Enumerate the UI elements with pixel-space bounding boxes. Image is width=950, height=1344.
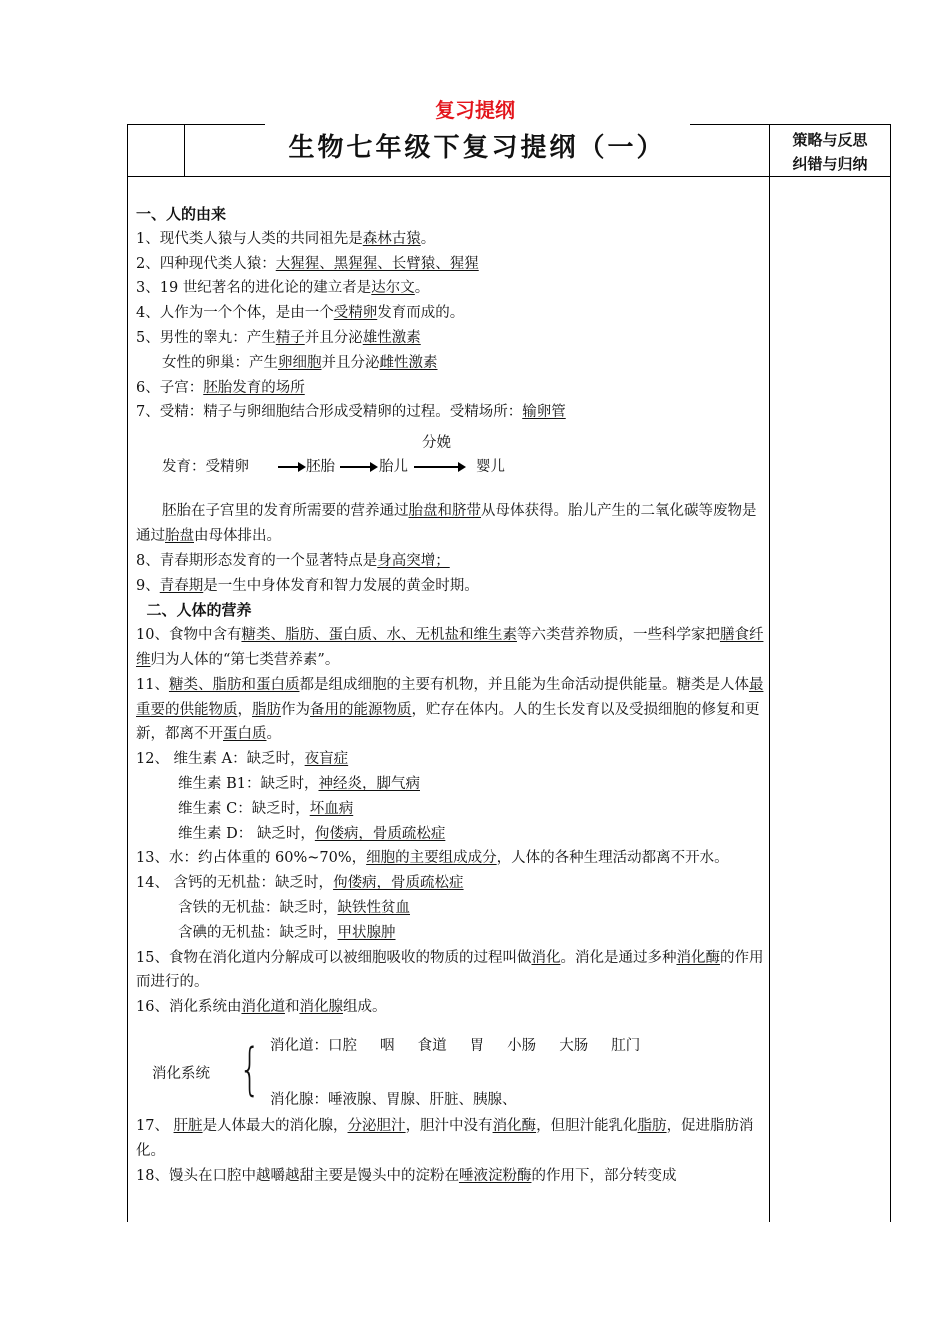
- item-18: 18、馒头在口腔中越嚼越甜主要是馒头中的淀粉在唾液淀粉酶的作用下，部分转变成: [136, 1167, 677, 1184]
- item-6: 6、子宫：胚胎发育的场所: [136, 379, 305, 396]
- column-divider: [769, 124, 770, 1222]
- side-column-heading: [771, 128, 889, 176]
- digestive-tract-row: 消化道：口腔 咽 食道 胃 小肠 大肠 肛门: [270, 1037, 641, 1054]
- item-14-iron: 含铁的无机盐：缺乏时，缺铁性贫血: [178, 899, 410, 916]
- item-12-vitamin-c: 维生素 C：缺乏时，坏血病: [178, 800, 354, 817]
- item-8: 8、青春期形态发育的一个显著特点是身高突增；: [136, 552, 450, 569]
- flow-arrow-2: [340, 466, 376, 468]
- item-3: 3、19 世纪著名的进化论的建立者是达尔文。: [136, 280, 430, 297]
- flow-baby: 婴儿: [476, 459, 505, 476]
- flow-zygote-label: 发育：受精卵: [162, 459, 249, 476]
- flow-embryo: 胚胎: [306, 459, 335, 476]
- item-13: 13、水：约占体重的 60%~70%，细胞的主要组成成分，人体的各种生理活动都离不开水。: [136, 850, 729, 867]
- item-11: 11、糖类、脂肪和蛋白质都是组成细胞的主要有机物，并且能为生命活动提供能量。糖类是人体最重要的供能物质，脂肪作为备用的能源物质，贮存在体内。人的生长发育以及受损细胞的修复和更新，都离不开蛋白质。: [136, 676, 764, 743]
- item-15: 15、食物在消化道内分解成可以被细胞吸收的物质的过程叫做消化。消化是通过多种消化酶的作用而进行的。: [136, 949, 764, 991]
- item-17: 17、 肝脏是人体最大的消化腺，分泌胆汁，胆汁中没有消化酶，但胆汁能乳化脂肪，促进脂肪消化。: [136, 1117, 754, 1159]
- flow-birth-label: 分娩: [422, 435, 451, 452]
- side-heading-line1: 策略与反思: [792, 131, 868, 149]
- item-14-iodine: 含碘的无机盐：缺乏时，甲状腺肿: [178, 924, 396, 941]
- item-12-vitamin-a: 12、 维生素 A：缺乏时，夜盲症: [136, 751, 349, 768]
- flow-arrow-3: [414, 466, 464, 468]
- item-12-vitamin-d: 维生素 D： 缺乏时，佝偻病，骨质疏松症: [178, 825, 446, 842]
- table-right-border: [890, 124, 891, 1222]
- section-heading-2: 二、人体的营养: [146, 601, 252, 620]
- table-top-border-right: [690, 124, 891, 125]
- header-bottom-border: [127, 176, 891, 177]
- development-flow-diagram: [136, 431, 764, 485]
- placenta-paragraph: 胚胎在子宫里的发育所需要的营养通过胎盘和脐带从母体获得。胎儿产生的二氧化碳等废物是通过胎盘由母体排出。: [136, 503, 757, 544]
- flow-fetus: 胎儿: [379, 459, 408, 476]
- digestive-system-diagram: [136, 1034, 764, 1114]
- item-5-male: 5、男性的睾丸：产生精子并且分泌雄性激素: [136, 329, 421, 346]
- brace-symbol: {: [239, 1036, 261, 1102]
- item-9: 9、青春期是一生中身体发育和智力发展的黄金时期。: [136, 577, 479, 594]
- header-title: 生物七年级下复习提纲（一）: [288, 133, 666, 163]
- item-1: 1、现代类人猿与人类的共同祖先是森林古猿。: [136, 230, 436, 247]
- item-12-vitamin-b1: 维生素 B1：缺乏时，神经炎，脚气病: [178, 775, 420, 792]
- item-4: 4、人作为一个个体，是由一个受精卵发育而成的。: [136, 305, 465, 322]
- table-left-border: [127, 124, 128, 1222]
- item-14-calcium: 14、 含钙的无机盐：缺乏时，佝偻病，骨质疏松症: [136, 875, 464, 892]
- section-heading-1: 一、人的由来: [136, 205, 227, 223]
- table-top-border-left: [127, 124, 265, 125]
- digestive-gland-row: 消化腺：唾液腺、胃腺、肝脏、胰腺、: [270, 1091, 517, 1108]
- item-10: 10、食物中含有糖类、脂肪、蛋白质、水、无机盐和维生素等六类营养物质，一些科学家把膳食纤维归为人体的“第七类营养素”。: [136, 627, 764, 668]
- item-16: 16、消化系统由消化道和消化腺组成。: [136, 999, 387, 1016]
- document-top-title: 复习提纲: [435, 98, 515, 122]
- outline-content: [136, 202, 764, 1188]
- item-2: 2、四种现代类人猿：大猩猩、黑猩猩、长臂猿、猩猩: [136, 255, 479, 272]
- side-heading-line2: 纠错与归纳: [792, 155, 868, 173]
- flow-arrow-1: [278, 466, 304, 468]
- digestive-system-label: 消化系统: [152, 1065, 210, 1082]
- item-5-female: 女性的卵巢：产生卵细胞并且分泌雌性激素: [162, 354, 438, 371]
- item-7: 7、受精：精子与卵细胞结合形成受精卵的过程。受精场所：输卵管: [136, 404, 566, 421]
